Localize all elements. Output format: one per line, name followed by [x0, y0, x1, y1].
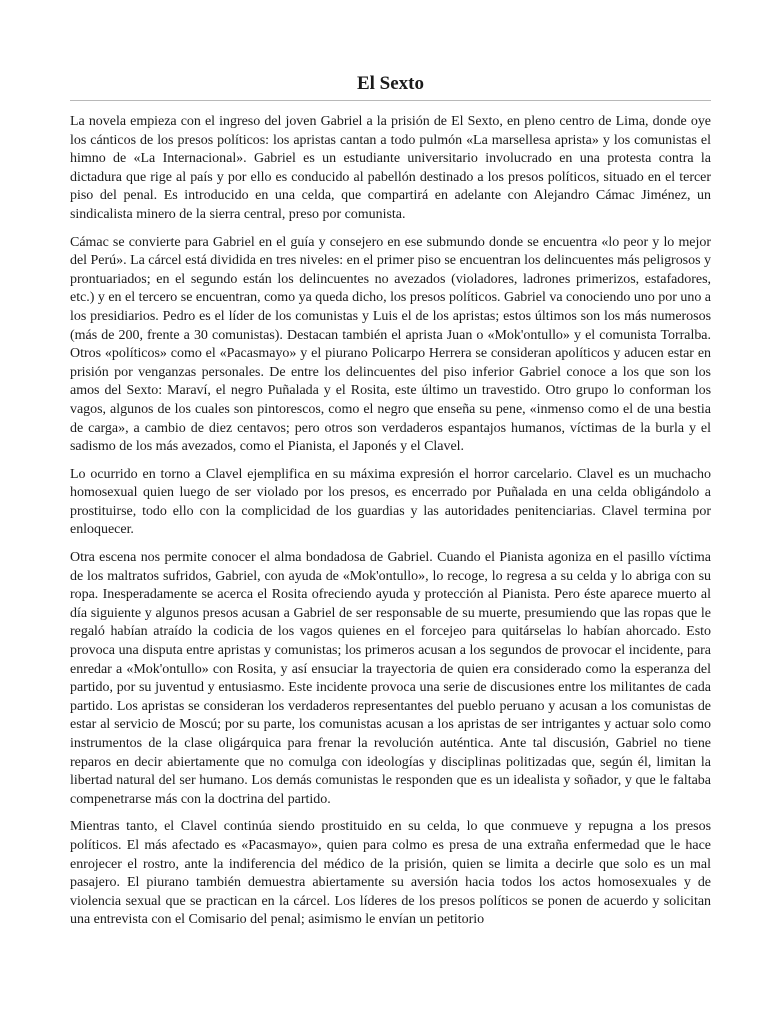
title-divider	[70, 100, 711, 101]
paragraph-1: La novela empieza con el ingreso del joven Gabriel a la prisión de El Sexto, en pleno centro de Lima, donde oye los cánticos de los presos políticos: los apristas cantan a todo pulmón «La marsellesa aprista» y los comunistas el himno de «La Internacional». Gabriel es un estudiante universitario involucrado en una protesta contra la dictadura que rige al país y por ello es conducido al pabellón destinado a los presos políticos, situado en el tercer piso del penal. Es introducido en una celda, que compartirá en adelante con Alejandro Cámac Jiménez, un sindicalista minero de la sierra central, preso por comunista.	[70, 114, 711, 222]
paragraph-4: Otra escena nos permite conocer el alma bondadosa de Gabriel. Cuando el Pianista agoniza en el pasillo víctima de los maltratos sufridos, Gabriel, con ayuda de «Mok'ontullo», lo recoge, lo regresa a su celda y lo abriga con su ropa. Inesperadamente se acerca el Rosita ofreciendo ayuda y protección al Pianista. Pero éste aparece muerto al día siguiente y algunos presos acusan a Gabriel de ser responsable de su muerte, presumiendo que las ropas que le regaló habían atraído la codicia de los vagos quienes en el forcejeo para quitárselas lo habían ahorcado. Esto provoca una disputa entre apristas y comunistas; los primeros acusan a los segundos de provocar el incidente, para enredar a «Mok'ontullo» con Rosita, y así ensuciar la trayectoria de quien era considerado como la esperanza del partido, por su juventud y entusiasmo. Este incidente provoca una serie de discusiones entre los militantes de cada partido. Los apristas se consideran los verdaderos representantes del pueblo peruano y acusan a los comunistas de estar al servicio de Moscú; por su parte, los comunistas acusan a los apristas de ser intrigantes y actuar solo como instrumentos de la clase oligárquica para frenar la revolución auténtica. Ante tal discusión, Gabriel no tiene reparos en decir abiertamente que no comulga con ideologías y disciplinas politizadas que, según él, limitan la libertad natural del ser humano. Los demás comunistas le responden que es un idealista y soñador, y que le faltaba compenetrarse más con la doctrina del partido.	[70, 550, 711, 807]
document-page	[70, 72, 711, 939]
document-title: El Sexto	[356, 73, 425, 94]
paragraph-5: Mientras tanto, el Clavel continúa siendo prostituido en su celda, lo que conmueve y repugna a los presos políticos. El más afectado es «Pacasmayo», quien para colmo es presa de una extraña enfermedad que le hace enrojecer el rostro, ante la indiferencia del médico de la prisión, quien se limita a decirle que solo es un mal pasajero. El piurano también demuestra abiertamente su aversión hacia todos los actos homosexuales y de violencia sexual que se practican en la cárcel. Los líderes de los presos políticos se ponen de acuerdo y solicitan una entrevista con el Comisario del penal; asimismo le envían un petitorio	[70, 819, 711, 928]
paragraph-3: Lo ocurrido en torno a Clavel ejemplifica en su máxima expresión el horror carcelario. Clavel es un muchacho homosexual quien luego de ser violado por los presos, es encerrado por Puñalada en una celda obligándolo a prostituirse, todo ello con la complicidad de los guardias y las autoridades penitenciarias. Clavel termina por enloquecer.	[70, 466, 711, 538]
paragraph-2: Cámac se convierte para Gabriel en el guía y consejero en ese submundo donde se encuentra «lo peor y lo mejor del Perú». La cárcel está dividida en tres niveles: en el primer piso se encuentran los delincuentes más peligrosos y prontuariados; en el segundo están los delincuentes no avezados (violadores, ladrones primerizos, estafadores, etc.) y en el tercero se encuentran, como ya queda dicho, los presos políticos. Gabriel va conociendo uno por uno a los presidiarios. Pedro es el líder de los comunistas y Luis el de los apristas; estos últimos son los más numerosos (más de 200, frente a 30 comunistas). Destacan también el aprista Juan o «Mok'ontullo» y el comunista Torralba. Otros «políticos» como el «Pacasmayo» y el piurano Policarpo Herrera se consideran apolíticos y aducen estar en prisión por venganzas personales. De entre los delincuentes del piso inferior Gabriel conoce a los que son los amos del Sexto: Maraví, el negro Puñalada y el Rosita, este último un travestido. Otro grupo lo conforman los vagos, algunos de los cuales son pintorescos, como el negro que enseña su pene, «inmenso como el de una bestia de carga», a cambio de diez centavos; pero otros son verdaderos espantajos humanos, víctimas de la burla y el sadismo de los más avezados, como el Pianista, el Japonés y el Clavel.	[70, 234, 711, 455]
